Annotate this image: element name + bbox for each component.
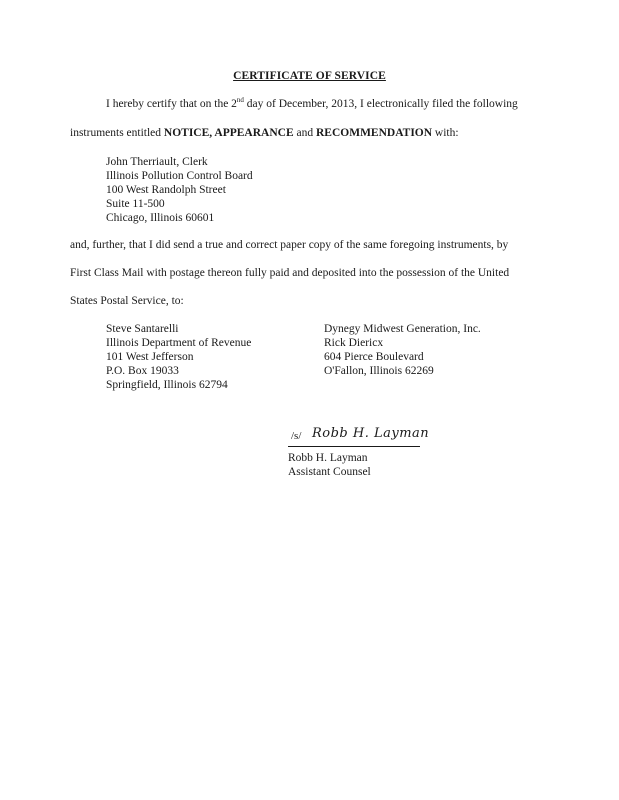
address-line: Chicago, Illinois 60601 — [106, 212, 215, 224]
service-line-1: and, further, that I did send a true and correct paper copy of the same foregoing instruments, by — [70, 239, 509, 251]
instruments-title-1: NOTICE, APPEARANCE — [163, 127, 294, 139]
certify-text-a: I hereby certify that on the 2 — [106, 98, 237, 110]
document-title: CERTIFICATE OF SERVICE — [233, 70, 386, 82]
signature-prefix: /s/ — [291, 430, 302, 442]
clerk-address — [106, 155, 253, 225]
certify-text-b: day of December, 2013, I electronically filed the following — [243, 98, 518, 110]
address-line: Dynegy Midwest Generation, Inc. — [324, 323, 481, 335]
address-line: Springfield, Illinois 62794 — [106, 379, 228, 391]
address-line: Illinois Pollution Control Board — [106, 170, 253, 182]
instruments-text: instruments entitled — [70, 127, 164, 139]
address-line: Rick Diericx — [324, 337, 384, 349]
signature-handwriting: Robb H. Layman — [312, 426, 430, 441]
address-line: 604 Pierce Boulevard — [324, 351, 424, 363]
service-line-3: States Postal Service, to: — [70, 295, 184, 307]
certify-line-2 — [70, 127, 459, 139]
signer-block — [288, 451, 371, 479]
address-line: Steve Santarelli — [106, 323, 179, 335]
signer-name: Robb H. Layman — [288, 452, 368, 464]
address-line: P.O. Box 19033 — [106, 365, 179, 377]
recipient-address-1 — [106, 322, 251, 392]
signer-title: Assistant Counsel — [288, 466, 371, 478]
signature-line — [288, 446, 420, 447]
address-line: O'Fallon, Illinois 62269 — [324, 365, 434, 377]
address-line: 100 West Randolph Street — [106, 184, 226, 196]
recipient-address-2 — [324, 322, 481, 378]
address-line: 101 West Jefferson — [106, 351, 194, 363]
address-line: John Therriault, Clerk — [106, 156, 208, 168]
date-ordinal: nd — [236, 96, 244, 104]
certify-line-1 — [106, 98, 518, 110]
instruments-and: and — [293, 127, 316, 139]
instruments-title-2: RECOMMENDATION — [315, 127, 433, 139]
service-line-2: First Class Mail with postage thereon fully paid and deposited into the possession of the United — [70, 267, 510, 279]
address-line: Illinois Department of Revenue — [106, 337, 252, 349]
instruments-with: with: — [432, 127, 459, 139]
address-line: Suite 11-500 — [106, 198, 165, 210]
